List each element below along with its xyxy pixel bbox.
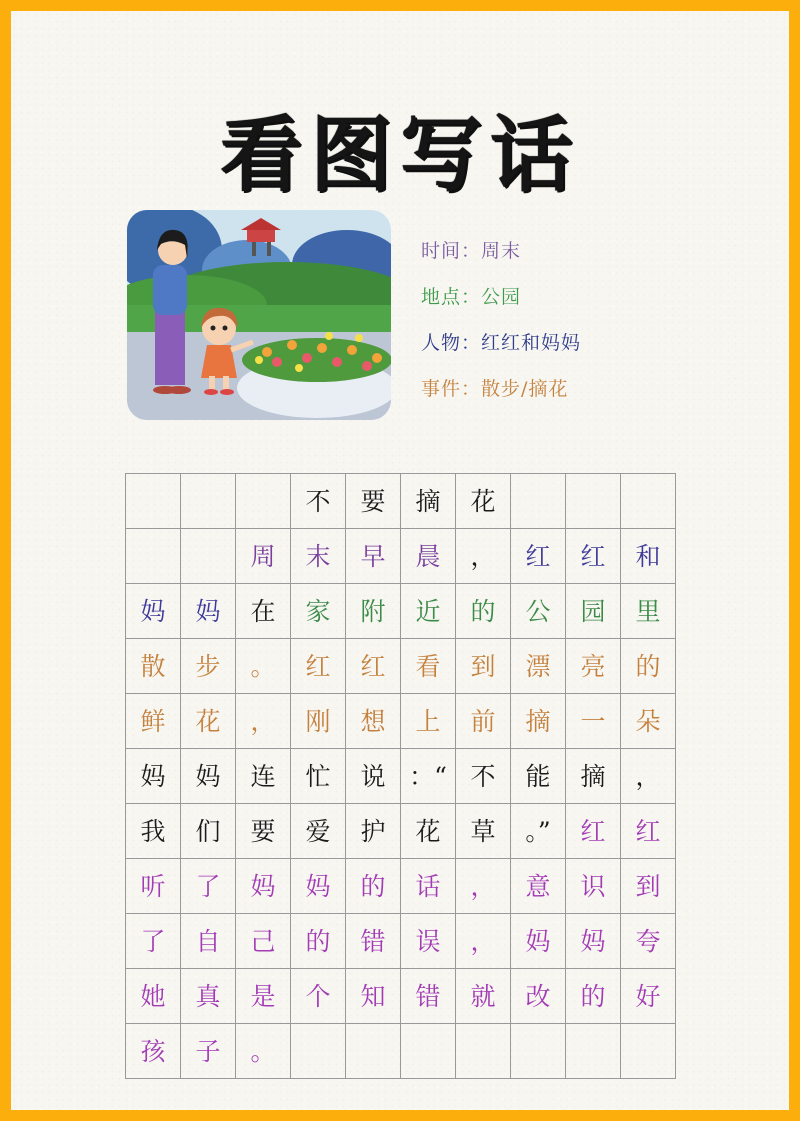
grid-cell: 的 xyxy=(346,859,401,914)
info-place-label: 地点： xyxy=(421,286,482,308)
grid-cell: ：“ xyxy=(401,749,456,804)
info-event-label: 事件： xyxy=(421,378,482,400)
grid-row xyxy=(126,1024,676,1079)
grid-cell: 近 xyxy=(401,584,456,639)
grid-cell xyxy=(126,529,181,584)
grid-cell: 不 xyxy=(291,474,346,529)
grid-cell: 的 xyxy=(291,914,346,969)
grid-cell: 摘 xyxy=(566,749,621,804)
grid-cell: 了 xyxy=(126,914,181,969)
grid-cell xyxy=(566,474,621,529)
grid-cell: 爱 xyxy=(291,804,346,859)
info-event-value: 散步/摘花 xyxy=(481,378,569,400)
grid-cell: 是 xyxy=(236,969,291,1024)
grid-cell: 看 xyxy=(401,639,456,694)
grid-cell: 孩 xyxy=(126,1024,181,1079)
grid-cell xyxy=(401,1024,456,1079)
grid-cell: 己 xyxy=(236,914,291,969)
grid-cell: 要 xyxy=(346,474,401,529)
grid-cell: 妈 xyxy=(181,584,236,639)
grid-cell: 要 xyxy=(236,804,291,859)
paper-background xyxy=(11,11,789,1110)
grid-cell: ， xyxy=(456,914,511,969)
grid-cell: 说 xyxy=(346,749,401,804)
grid-cell xyxy=(181,529,236,584)
grid-cell: 散 xyxy=(126,639,181,694)
grid-row xyxy=(126,969,676,1024)
info-place-value: 公园 xyxy=(481,286,522,308)
grid-cell: 花 xyxy=(181,694,236,749)
grid-cell: 摘 xyxy=(401,474,456,529)
grid-cell: 红 xyxy=(621,804,676,859)
grid-cell xyxy=(236,474,291,529)
grid-cell: 上 xyxy=(401,694,456,749)
grid-cell: 我 xyxy=(126,804,181,859)
grid-cell: 识 xyxy=(566,859,621,914)
grid-cell: 自 xyxy=(181,914,236,969)
grid-cell: 真 xyxy=(181,969,236,1024)
grid-cell: 的 xyxy=(456,584,511,639)
grid-cell xyxy=(291,1024,346,1079)
grid-row xyxy=(126,804,676,859)
grid-cell: 在 xyxy=(236,584,291,639)
grid-cell: 一 xyxy=(566,694,621,749)
grid-cell xyxy=(621,1024,676,1079)
info-characters xyxy=(421,320,581,366)
grid-cell: 改 xyxy=(511,969,566,1024)
grid-row xyxy=(126,639,676,694)
grid-cell: 花 xyxy=(401,804,456,859)
grid-cell: 的 xyxy=(621,639,676,694)
grid-cell: 红 xyxy=(346,639,401,694)
info-place xyxy=(421,274,581,320)
grid-cell: 到 xyxy=(456,639,511,694)
grid-cell: 误 xyxy=(401,914,456,969)
grid-cell: 。 xyxy=(236,1024,291,1079)
grid-row xyxy=(126,694,676,749)
grid-row xyxy=(126,474,676,529)
grid-cell: 到 xyxy=(621,859,676,914)
grid-cell: 错 xyxy=(401,969,456,1024)
grid-cell: 了 xyxy=(181,859,236,914)
grid-cell: 就 xyxy=(456,969,511,1024)
grid-cell xyxy=(566,1024,621,1079)
grid-cell: 摘 xyxy=(511,694,566,749)
grid-cell: 知 xyxy=(346,969,401,1024)
grid-cell: 早 xyxy=(346,529,401,584)
info-characters-value: 红红和妈妈 xyxy=(481,332,582,354)
grid-cell: 妈 xyxy=(126,584,181,639)
grid-cell: 。 xyxy=(236,639,291,694)
grid-cell: 里 xyxy=(621,584,676,639)
grid-cell: 周 xyxy=(236,529,291,584)
grid-cell: 亮 xyxy=(566,639,621,694)
grid-cell: 连 xyxy=(236,749,291,804)
grid-row xyxy=(126,914,676,969)
info-event xyxy=(421,366,581,412)
grid-cell: 草 xyxy=(456,804,511,859)
grid-cell: 。” xyxy=(511,804,566,859)
grid-cell: 们 xyxy=(181,804,236,859)
grid-cell xyxy=(346,1024,401,1079)
story-info-list xyxy=(421,228,581,412)
grid-row xyxy=(126,529,676,584)
grid-cell: 子 xyxy=(181,1024,236,1079)
grid-cell: 公 xyxy=(511,584,566,639)
grid-cell: 妈 xyxy=(181,749,236,804)
grid-cell: 的 xyxy=(566,969,621,1024)
grid-cell: 妈 xyxy=(291,859,346,914)
grid-cell: 步 xyxy=(181,639,236,694)
grid-cell: 家 xyxy=(291,584,346,639)
grid-cell: 花 xyxy=(456,474,511,529)
grid-cell: 话 xyxy=(401,859,456,914)
grid-cell: 前 xyxy=(456,694,511,749)
grid-row xyxy=(126,584,676,639)
grid-cell: 好 xyxy=(621,969,676,1024)
grid-cell: 园 xyxy=(566,584,621,639)
grid-cell: 妈 xyxy=(236,859,291,914)
info-time xyxy=(421,228,581,274)
grid-cell: 能 xyxy=(511,749,566,804)
grid-row xyxy=(126,749,676,804)
grid-cell: 妈 xyxy=(511,914,566,969)
grid-cell xyxy=(621,474,676,529)
page-title: 看图写话 xyxy=(219,108,580,203)
grid-cell: 漂 xyxy=(511,639,566,694)
grid-cell xyxy=(456,1024,511,1079)
grid-cell: 个 xyxy=(291,969,346,1024)
grid-cell: ， xyxy=(456,859,511,914)
grid-cell xyxy=(511,474,566,529)
grid-row xyxy=(126,859,676,914)
grid-cell: 意 xyxy=(511,859,566,914)
illustration-mother-daughter-park xyxy=(127,210,391,420)
grid-cell: 刚 xyxy=(291,694,346,749)
grid-cell: 错 xyxy=(346,914,401,969)
grid-cell: 红 xyxy=(511,529,566,584)
grid-cell: 妈 xyxy=(126,749,181,804)
grid-cell: 附 xyxy=(346,584,401,639)
grid-cell: 想 xyxy=(346,694,401,749)
grid-cell: 红 xyxy=(291,639,346,694)
grid-cell: 晨 xyxy=(401,529,456,584)
grid-cell: 鲜 xyxy=(126,694,181,749)
grid-cell: 夸 xyxy=(621,914,676,969)
grid-cell: 末 xyxy=(291,529,346,584)
info-time-label: 时间： xyxy=(421,240,482,262)
info-characters-label: 人物： xyxy=(421,332,482,354)
grid-cell: ， xyxy=(621,749,676,804)
grid-cell xyxy=(181,474,236,529)
grid-cell: 她 xyxy=(126,969,181,1024)
grid-cell: ， xyxy=(456,529,511,584)
grid-cell: 和 xyxy=(621,529,676,584)
grid-cell: ， xyxy=(236,694,291,749)
grid-cell: 妈 xyxy=(566,914,621,969)
grid-cell xyxy=(126,474,181,529)
grid-cell: 不 xyxy=(456,749,511,804)
grid-cell: 红 xyxy=(566,804,621,859)
writing-grid xyxy=(125,473,676,1079)
info-time-value: 周末 xyxy=(481,240,522,262)
grid-cell xyxy=(511,1024,566,1079)
grid-cell: 听 xyxy=(126,859,181,914)
grid-cell: 护 xyxy=(346,804,401,859)
grid-cell: 红 xyxy=(566,529,621,584)
grid-cell: 忙 xyxy=(291,749,346,804)
grid-cell: 朵 xyxy=(621,694,676,749)
